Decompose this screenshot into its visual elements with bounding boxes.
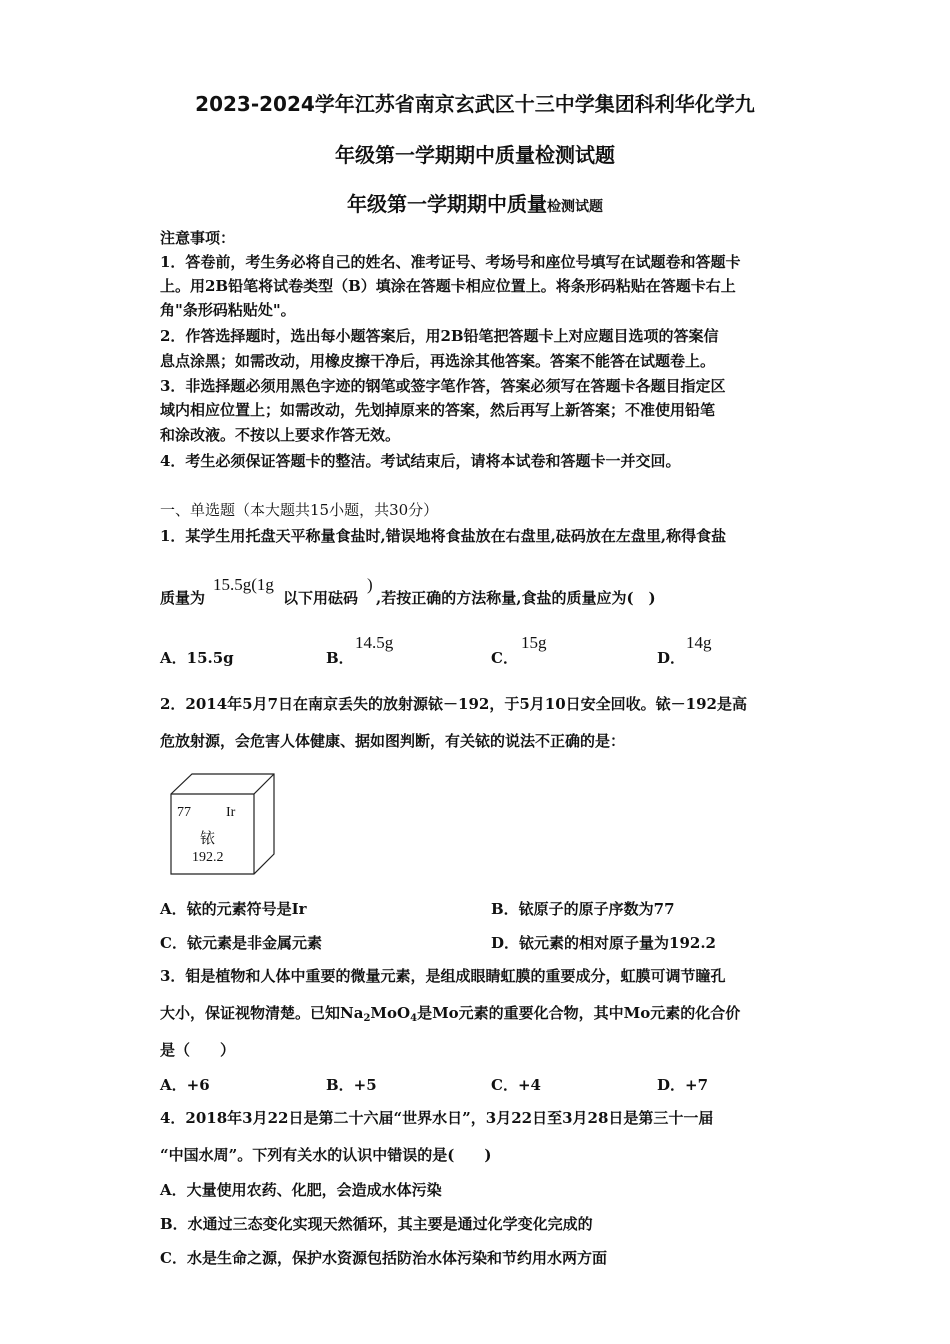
q3-option-b: B．+5 <box>326 1076 377 1094</box>
section-heading: 一、单选题（本大题共15小题，共30分） <box>160 501 439 519</box>
q4-stem-line-1: 4．2018年3月22日是第二十六届“世界水日”，3月22日至3月28日是第三十一届 <box>160 1109 714 1127</box>
notice-line: 3．非选择题必须用黑色字迹的钢笔或签字笔作答，答案必须写在答题卡各题目指定区 <box>160 377 726 395</box>
q2-option-a: A．铱的元素符号是Ir <box>160 900 307 918</box>
notice-line: 角"条形码粘贴处"。 <box>160 301 296 319</box>
subtitle-main: 年级第一学期期中质量 <box>347 192 547 216</box>
q1-option-b-value: 14.5g <box>355 633 394 652</box>
notice-line: 上。用2B铅笔将试卷类型（B）填涂在答题卡相应位置上。将条形码粘贴在答题卡右上 <box>160 277 736 295</box>
notice-line: 息点涂黑；如需改动，用橡皮擦干净后，再选涂其他答案。答案不能答在试题卷上。 <box>160 352 716 370</box>
q3-option-c: C．+4 <box>491 1076 541 1094</box>
q3-option-a: A．+6 <box>160 1076 210 1094</box>
notice-line: 域内相应位置上；如需改动，先划掉原来的答案，然后再写上新答案；不准使用铅笔 <box>160 401 716 419</box>
page-title-line-2: 年级第一学期期中质量检测试题 <box>335 143 615 167</box>
notice-line: 2．作答选择题时，选出每小题答案后，用2B铅笔把答题卡上对应题目选项的答案信 <box>160 327 719 345</box>
q1-mass-value: 15.5g(1g <box>213 575 274 594</box>
q1-option-a <box>160 647 234 668</box>
q1-option-d-value: 14g <box>686 633 712 652</box>
q2-option-c: C．铱元素是非金属元素 <box>160 934 322 952</box>
notice-line: 和涂改液。不按以上要求作答无效。 <box>160 426 401 444</box>
q1-option-c-label: C． <box>491 649 518 667</box>
q1-option-b-label: B． <box>326 649 354 667</box>
page-subtitle <box>0 188 950 217</box>
q1-stem-middle: 以下用砝码 <box>283 589 359 607</box>
notice-heading: 注意事项： <box>160 229 236 247</box>
subtitle-small: 检测试题 <box>547 199 603 215</box>
q3-subscript-2: 4 <box>410 1013 418 1024</box>
q3-stem-line-2 <box>160 1003 740 1029</box>
q1-paren-close: ) <box>367 575 373 594</box>
q3-stem-line-1: 3．钼是植物和人体中重要的微量元素，是组成眼睛虹膜的重要成分，虹膜可调节瞳孔 <box>160 967 726 985</box>
element-symbol: Ir <box>226 805 236 820</box>
element-name: 铱 <box>200 829 216 847</box>
element-atomic-mass: 192.2 <box>192 850 224 865</box>
q1-stem-line-1: 1．某学生用托盘天平称量食盐时,错误地将食盐放在右盘里,砝码放在左盘里,称得食盐 <box>160 527 727 545</box>
q1-stem-suffix: ,若按正确的方法称量,食盐的质量应为( ) <box>376 589 656 607</box>
q1-option-a-value: 15.5g <box>186 649 234 667</box>
q4-stem-line-2: “中国水周”。下列有关水的认识中错误的是( ) <box>160 1146 492 1164</box>
q3-option-d: D．+7 <box>657 1076 709 1094</box>
element-atomic-number: 77 <box>177 805 191 820</box>
q1-option-a-label: A． <box>160 649 187 667</box>
q4-option-b: B．水通过三态变化实现天然循环，其主要是通过化学变化完成的 <box>160 1215 593 1233</box>
q3-text-c: 是Mo元素的重要化合物，其中Mo元素的化合价 <box>417 1004 741 1022</box>
q3-subscript-1: 2 <box>363 1013 371 1024</box>
q2-option-b: B．铱原子的原子序数为77 <box>491 900 675 918</box>
q4-option-a: A．大量使用农药、化肥，会造成水体污染 <box>160 1181 442 1199</box>
q4-option-c: C．水是生命之源，保护水资源包括防治水体污染和节约用水两方面 <box>160 1249 607 1267</box>
notice-line: 4．考生必须保证答题卡的整洁。考试结束后，请将本试卷和答题卡一并交回。 <box>160 452 681 470</box>
q3-stem-line-3: 是（ ） <box>160 1041 236 1059</box>
element-card-figure <box>170 773 276 876</box>
q2-option-d: D．铱元素的相对原子量为192.2 <box>491 934 716 952</box>
q3-text-a: 大小，保证视物清楚。已知Na <box>160 1004 364 1022</box>
q2-stem-line-2: 危放射源，会危害人体健康、据如图判断，有关铱的说法不正确的是： <box>160 732 626 750</box>
q1-option-d-label: D． <box>657 649 686 667</box>
notice-line: 1．答卷前，考生务必将自己的姓名、准考证号、考场号和座位号填写在试题卷和答题卡 <box>160 253 741 271</box>
q1-stem-prefix: 质量为 <box>160 589 206 607</box>
q1-option-c-value: 15g <box>521 633 547 652</box>
page-title-line-1: 2023-2024学年江苏省南京玄武区十三中学集团科利华化学九 <box>195 92 755 116</box>
q2-stem-line-1: 2．2014年5月7日在南京丢失的放射源铱－192，于5月10日安全回收。铱－192是高 <box>160 695 747 713</box>
q3-text-b: MoO <box>370 1004 411 1022</box>
